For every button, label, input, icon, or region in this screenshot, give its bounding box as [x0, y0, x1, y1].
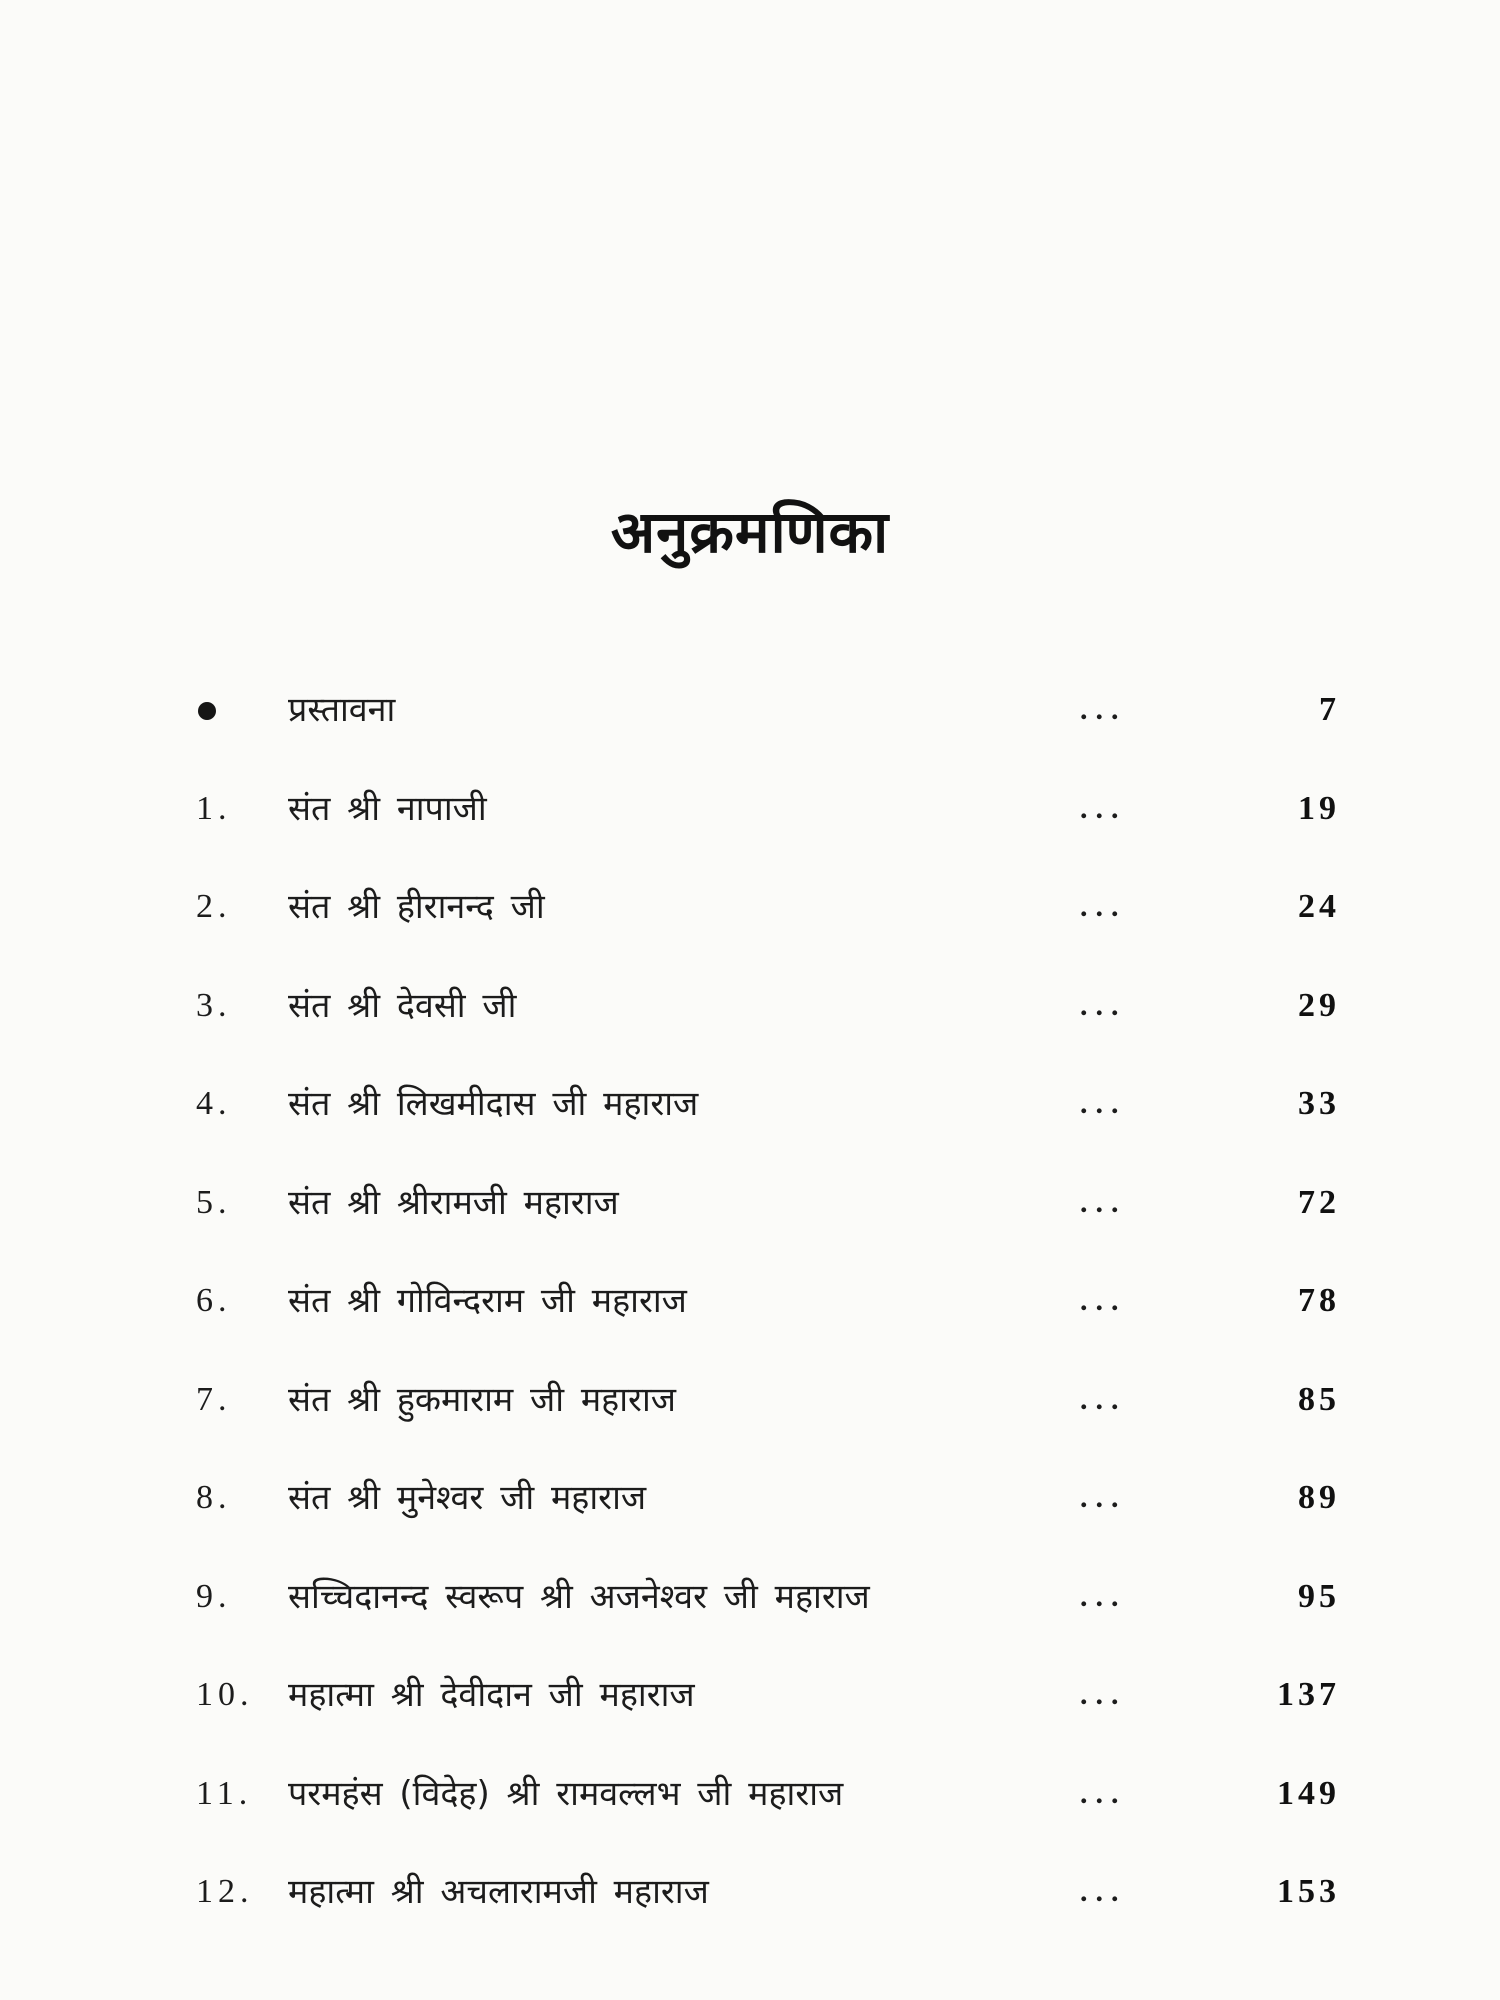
toc-entry-leader: ...: [1080, 1284, 1127, 1317]
toc-entry-title: संत श्री मुनेश्वर जी महाराज: [288, 1478, 647, 1518]
toc-entry-page-number: 78: [1298, 1282, 1340, 1319]
toc-entry-page-number: 137: [1277, 1676, 1340, 1713]
toc-entry-leader: ...: [1080, 1186, 1127, 1219]
bullet-icon: [198, 702, 216, 720]
toc-entry-page-number: 72: [1298, 1184, 1340, 1221]
toc-entry: [0, 1271, 1500, 1331]
toc-entry-title: संत श्री नापाजी: [288, 789, 487, 829]
toc-entry-page-number: 33: [1298, 1085, 1340, 1122]
toc-entry-title: संत श्री श्रीरामजी महाराज: [288, 1183, 619, 1223]
toc-entry-leader: ...: [1080, 890, 1127, 923]
toc-entry-number: 10.: [196, 1676, 254, 1713]
toc-entry-page-number: 89: [1298, 1479, 1340, 1516]
toc-entry-page-number: 153: [1277, 1873, 1340, 1910]
toc-entry-title: संत श्री हीरानन्द जी: [288, 887, 545, 927]
toc-entry-number: 1.: [196, 790, 232, 827]
toc-entry-leader: ...: [1080, 792, 1127, 825]
toc-entry: [0, 877, 1500, 937]
toc-entry-leader: ...: [1080, 1481, 1127, 1514]
toc-entry-number: 7.: [196, 1381, 232, 1418]
toc-entry-leader: ...: [1080, 1087, 1127, 1120]
toc-entry-page-number: 24: [1298, 888, 1340, 925]
toc-entry-leader: ...: [1080, 693, 1127, 726]
toc-entry-leader: ...: [1080, 1875, 1127, 1908]
toc-entry-title: संत श्री लिखमीदास जी महाराज: [288, 1084, 699, 1124]
toc-entry-leader: ...: [1080, 1777, 1127, 1810]
toc-entry-page-number: 95: [1298, 1578, 1340, 1615]
toc-entry-page-number: 29: [1298, 987, 1340, 1024]
toc-entry-number: 2.: [196, 888, 232, 925]
toc-entry: [0, 680, 1500, 740]
toc-entry: [0, 779, 1500, 839]
toc-entry-number: 9.: [196, 1578, 232, 1615]
toc-entry-page-number: 85: [1298, 1381, 1340, 1418]
toc-entry-number: 4.: [196, 1085, 232, 1122]
toc-entry-title: संत श्री हुकमाराम जी महाराज: [288, 1380, 676, 1420]
toc-entry: [0, 1764, 1500, 1824]
toc-entry: [0, 1862, 1500, 1922]
toc-entry-number: 3.: [196, 987, 232, 1024]
toc-entry-title: प्रस्तावना: [288, 690, 396, 730]
toc-entry: [0, 1665, 1500, 1725]
toc-entry-title: संत श्री देवसी जी: [288, 986, 517, 1026]
toc-entry-title: संत श्री गोविन्दराम जी महाराज: [288, 1281, 687, 1321]
toc-entry: [0, 1468, 1500, 1528]
toc-entry-leader: ...: [1080, 1678, 1127, 1711]
page-title: अनुक्रमणिका: [610, 498, 890, 566]
toc-entry-page-number: 19: [1298, 790, 1340, 827]
toc-entry-leader: ...: [1080, 989, 1127, 1022]
toc-entry-number: 11.: [196, 1775, 253, 1812]
toc-entry-title: महात्मा श्री अचलारामजी महाराज: [288, 1872, 709, 1912]
toc-entry-number: 8.: [196, 1479, 232, 1516]
toc-entry-leader: ...: [1080, 1580, 1127, 1613]
toc-entry-page-number: 149: [1277, 1775, 1340, 1812]
toc-entry-title: महात्मा श्री देवीदान जी महाराज: [288, 1675, 695, 1715]
toc-entry-number: 5.: [196, 1184, 232, 1221]
toc-entry: [0, 1074, 1500, 1134]
toc-entry-page-number: 7: [1319, 691, 1340, 728]
toc-entry: [0, 1567, 1500, 1627]
toc-entry-leader: ...: [1080, 1383, 1127, 1416]
toc-entry-number: 6.: [196, 1282, 232, 1319]
toc-entry-number: 12.: [196, 1873, 254, 1910]
toc-entry: [0, 1370, 1500, 1430]
toc-entry: [0, 976, 1500, 1036]
toc-entry-title: परमहंस (विदेह) श्री रामवल्लभ जी महाराज: [288, 1774, 844, 1814]
toc-entry: [0, 1173, 1500, 1233]
toc-entry-title: सच्चिदानन्द स्वरूप श्री अजनेश्वर जी महाराज: [288, 1577, 870, 1617]
